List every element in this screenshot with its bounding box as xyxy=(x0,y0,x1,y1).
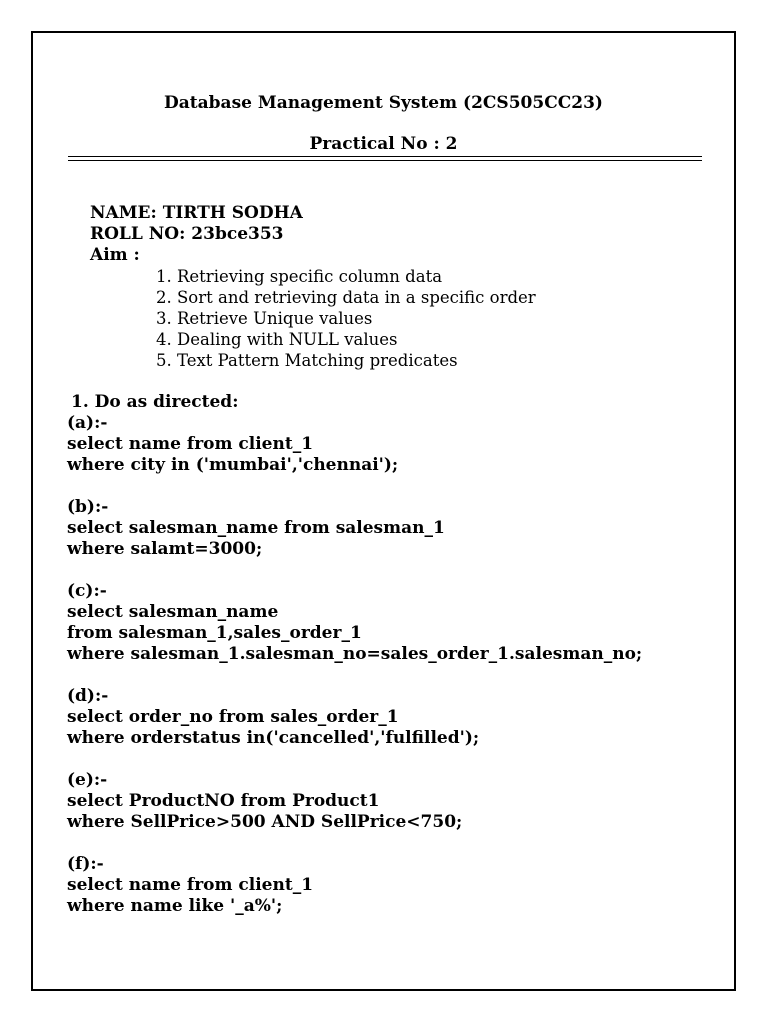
student-name: NAME: TIRTH SODHA xyxy=(90,203,303,223)
sql-line: select order_no from sales_order_1 xyxy=(67,707,399,727)
answer-label: (d):- xyxy=(67,686,109,706)
sql-line: select salesman_name xyxy=(67,602,279,622)
header-rule-top xyxy=(68,156,702,157)
sql-line: select name from client_1 xyxy=(67,875,314,895)
aim-list xyxy=(156,266,536,371)
answer-block-a xyxy=(67,413,642,476)
aim-item: 1. Retrieving specific column data xyxy=(156,267,443,286)
aim-item: 3. Retrieve Unique values xyxy=(156,309,373,328)
document-title: Database Management System (2CS505CC23) xyxy=(164,93,603,113)
answer-label: (c):- xyxy=(67,581,107,601)
answer-label: (f):- xyxy=(67,854,104,874)
sql-line: where SellPrice>500 AND SellPrice<750; xyxy=(67,812,463,832)
answer-label: (e):- xyxy=(67,770,108,790)
sql-line: where city in ('mumbai','chennai'); xyxy=(67,455,399,475)
practical-number: Practical No : 2 xyxy=(309,134,458,154)
sql-line: from salesman_1,sales_order_1 xyxy=(67,623,362,643)
answer-label: (a):- xyxy=(67,413,108,433)
answer-label: (b):- xyxy=(67,497,109,517)
sql-line: select ProductNO from Product1 xyxy=(67,791,380,811)
answer-block-b xyxy=(67,497,642,560)
answer-block-f xyxy=(67,854,642,917)
aim-label: Aim : xyxy=(90,245,140,265)
aim-item: 5. Text Pattern Matching predicates xyxy=(156,351,458,370)
document-page xyxy=(31,31,736,991)
sql-line: where salesman_1.salesman_no=sales_order_1.salesman_no; xyxy=(67,644,643,664)
aim-item: 4. Dealing with NULL values xyxy=(156,330,398,349)
sql-line: select name from client_1 xyxy=(67,434,314,454)
sql-line: where name like '_a%'; xyxy=(67,896,283,916)
sql-line: where orderstatus in('cancelled','fulfilled'); xyxy=(67,728,480,748)
answer-block-d xyxy=(67,686,642,749)
section-heading: 1. Do as directed: xyxy=(71,392,239,412)
student-info xyxy=(90,203,303,266)
roll-number: ROLL NO: 23bce353 xyxy=(90,224,284,244)
sql-line: where salamt=3000; xyxy=(67,539,263,559)
header-rule-bottom xyxy=(68,160,702,161)
aim-item: 2. Sort and retrieving data in a specific order xyxy=(156,288,536,307)
answer-block-c xyxy=(67,581,642,665)
answers-section xyxy=(67,392,642,938)
answer-block-e xyxy=(67,770,642,833)
sql-line: select salesman_name from salesman_1 xyxy=(67,518,445,538)
